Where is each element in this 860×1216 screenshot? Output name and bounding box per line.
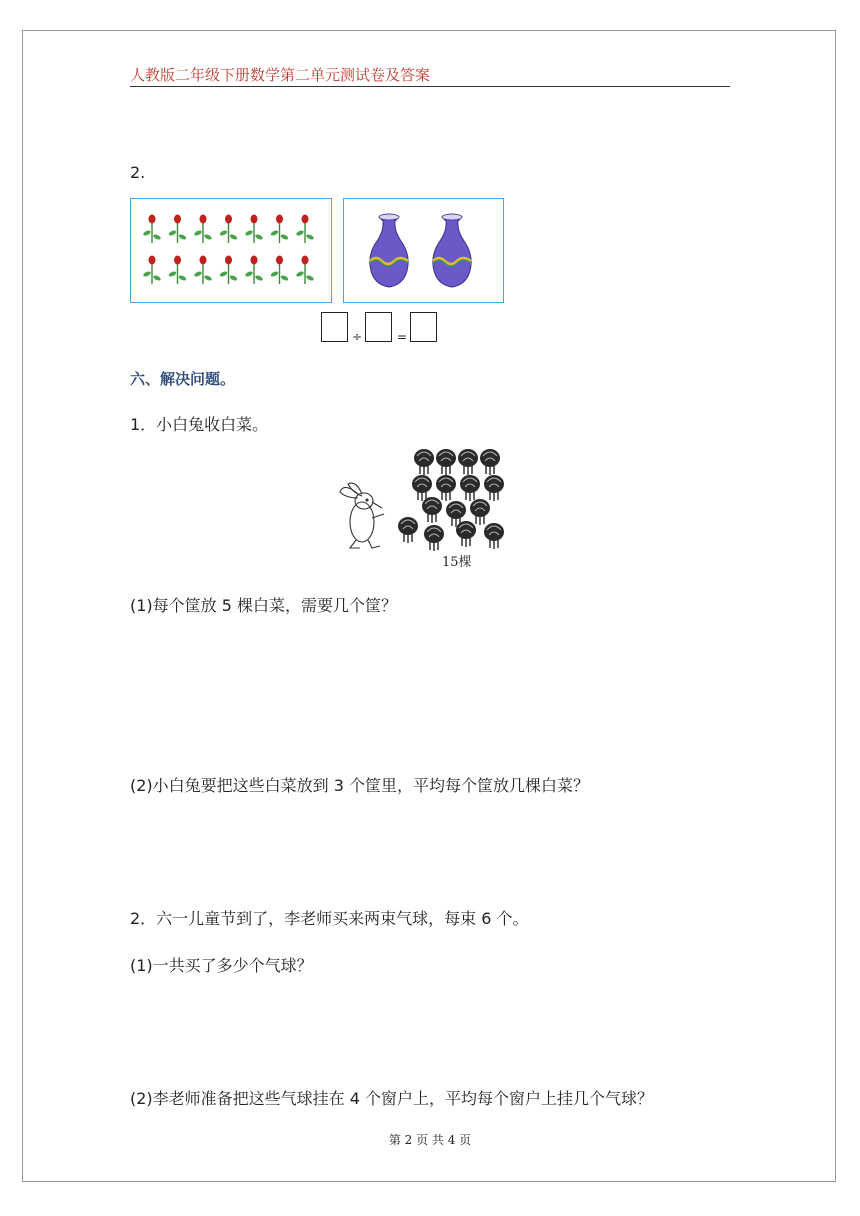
problem-1-sub-2: (2)小白兔要把这些白菜放到 3 个筐里，平均每个筐放几棵白菜？ xyxy=(130,776,590,795)
cabbage-icon xyxy=(458,449,478,475)
rose-icon xyxy=(143,215,162,244)
rose-icon xyxy=(168,256,187,285)
rose-icon xyxy=(143,256,162,285)
rabbit-cabbage-illustration xyxy=(336,444,516,572)
header-title: 人教版二年级下册数学第二单元测试卷及答案 xyxy=(130,66,431,84)
cabbage-icon xyxy=(414,449,434,475)
header-rule xyxy=(130,86,730,87)
vase-icon xyxy=(370,214,408,287)
cabbage-icon xyxy=(398,517,418,543)
rose-icon xyxy=(219,215,238,244)
rabbit-icon xyxy=(340,483,384,548)
divide-sign: ÷ xyxy=(352,330,363,344)
cabbage-icon xyxy=(460,475,480,501)
problem-1-stem: 1．小白兔收白菜。 xyxy=(130,415,269,434)
cabbage-icon xyxy=(422,497,442,523)
flowers-image-box xyxy=(130,198,332,303)
rose-icon xyxy=(219,256,238,285)
cabbage-icon xyxy=(470,499,490,525)
rose-icon xyxy=(194,256,213,285)
cabbage-icon xyxy=(456,521,476,547)
problem-2-stem: 2．六一儿童节到了，李老师买来两束气球，每束 6 个。 xyxy=(130,909,529,928)
cabbage-icon xyxy=(480,449,500,475)
problem-1-sub-1: (1)每个筐放 5 棵白菜，需要几个筐？ xyxy=(130,596,398,615)
cabbage-icon xyxy=(484,523,504,549)
section-6-title: 六、解决问题。 xyxy=(130,370,236,388)
vase-icon xyxy=(433,214,471,287)
equals-sign: = xyxy=(397,330,408,344)
page-footer: 第 2 页 共 4 页 xyxy=(388,1133,472,1147)
rose-icon xyxy=(270,256,289,285)
dividend-box[interactable] xyxy=(321,312,348,342)
cabbage-icon xyxy=(424,525,444,551)
cabbage-icon xyxy=(436,475,456,501)
question-2-number: 2. xyxy=(130,163,146,182)
rose-icon xyxy=(270,215,289,244)
rose-icon xyxy=(168,215,187,244)
rose-icon xyxy=(245,215,264,244)
quotient-box[interactable] xyxy=(410,312,437,342)
cabbage-icon xyxy=(436,449,456,475)
problem-2-sub-2: (2)李老师准备把这些气球挂在 4 个窗户上，平均每个窗户上挂几个气球？ xyxy=(130,1089,654,1108)
vases-illustration xyxy=(344,199,503,302)
rose-icon xyxy=(296,256,315,285)
rose-icon xyxy=(194,215,213,244)
rose-icon xyxy=(296,215,315,244)
cabbage-icon xyxy=(412,475,432,501)
roses-illustration xyxy=(131,199,331,302)
rose-icon xyxy=(245,256,264,285)
vases-image-box xyxy=(343,198,504,303)
cabbage-count-caption: 15棵 xyxy=(442,555,472,570)
divisor-box[interactable] xyxy=(365,312,392,342)
problem-2-sub-1: (1)一共买了多少个气球？ xyxy=(130,956,313,975)
cabbage-icon xyxy=(484,475,504,501)
